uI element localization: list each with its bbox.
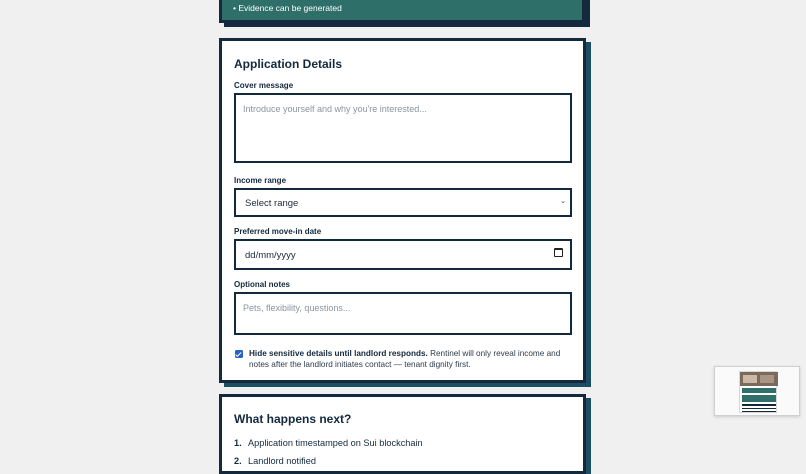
optional-notes-label: Optional notes: [234, 280, 290, 289]
hide-details-label: [249, 348, 579, 370]
hide-details-text: Rentinel will only reveal income and notes after the landlord initiates contact — tenant dignity first.: [249, 349, 561, 369]
page-minimap[interactable]: [714, 366, 800, 416]
what-happens-next-card: [219, 394, 586, 474]
application-details-title: Application Details: [234, 57, 343, 71]
what-happens-next-title: What happens next?: [234, 412, 352, 426]
application-details-card: [219, 38, 586, 383]
hide-details-bold: Hide sensitive details until landlord responds.: [249, 349, 428, 358]
list-item: 2. Landlord notified: [234, 456, 316, 466]
cover-message-textarea[interactable]: [234, 93, 572, 163]
optional-notes-textarea[interactable]: [234, 292, 572, 335]
calendar-icon[interactable]: [554, 248, 563, 257]
hide-details-checkbox[interactable]: [235, 350, 243, 358]
list-item: 1. Application timestamped on Sui blockchain: [234, 438, 423, 448]
move-in-date-input[interactable]: [234, 239, 572, 270]
income-range-select[interactable]: [234, 188, 572, 217]
cover-message-label: Cover message: [234, 81, 294, 90]
cover-message-placeholder: Introduce yourself and why you're interested...: [243, 104, 427, 114]
move-in-date-label: Preferred move-in date: [234, 227, 322, 236]
chevron-down-icon: ⌄: [560, 198, 566, 205]
move-in-date-value: dd/mm/yyyy: [245, 250, 296, 261]
minimap-thumbnail[interactable]: [739, 371, 777, 413]
income-range-value: Select range: [245, 198, 299, 209]
income-range-label: Income range: [234, 176, 287, 185]
evidence-card: [219, 0, 585, 23]
optional-notes-placeholder: Pets, flexibility, questions...: [243, 303, 351, 313]
evidence-bullet: • Evidence can be generated: [233, 3, 342, 13]
